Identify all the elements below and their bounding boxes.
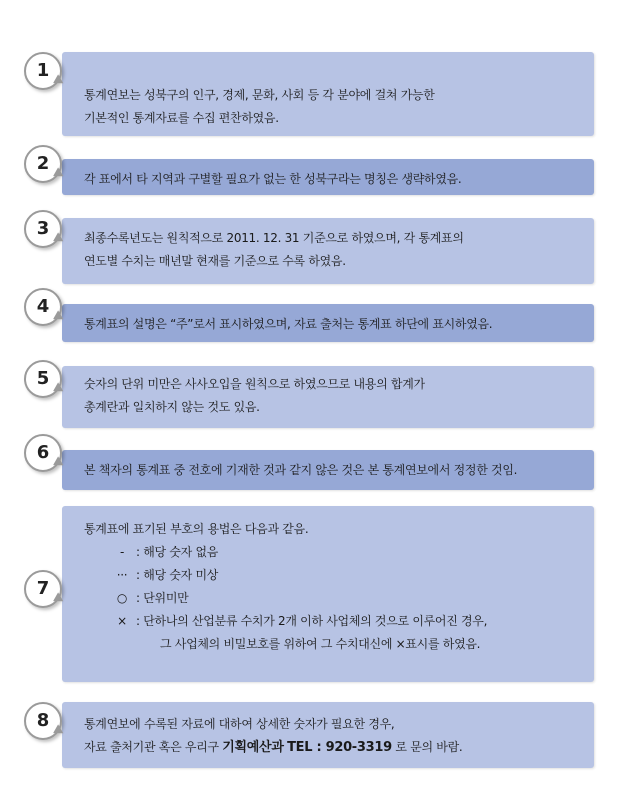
note-item-7: [24, 506, 594, 682]
number-badge: 2: [24, 145, 62, 183]
note-item-6: [24, 434, 594, 490]
symbol-row: ○ : 단위미만: [116, 591, 189, 605]
note-text: 각 표에서 타 지역과 구별할 필요가 없는 한 성북구라는 명칭은 생략하였음.: [84, 172, 462, 186]
number-badge: 3: [24, 210, 62, 248]
note-item-8: [24, 702, 594, 768]
note-text: 본 책자의 통계표 중 전호에 기재한 것과 같지 않은 것은 본 통계연보에서 정정한 것임.: [84, 463, 518, 477]
note-text: 최종수록년도는 원칙적으로 2011. 12. 31 기준으로 하였으며, 각 통계표의 연도별 수치는 매년말 현재를 기준으로 수록 하였음.: [84, 231, 464, 268]
note-item-3: [24, 210, 594, 284]
number-badge: 7: [24, 570, 62, 608]
note-text: 통계연보는 성북구의 인구, 경제, 문화, 사회 등 각 분야에 걸쳐 가능한 기본적인 통계자료를 수집 편찬하였음.: [84, 88, 435, 125]
note-item-2: [24, 145, 594, 195]
note-text: 통계표의 설명은 “주”로서 표시하였으며, 자료 출처는 통계표 하단에 표시하였음.: [84, 317, 493, 331]
number-badge: 1: [24, 52, 62, 90]
symbol-row: × : 단하나의 산업분류 수치가 2개 이하 사업체의 것으로 이루어진 경우,: [117, 614, 488, 628]
note-item-4: [24, 288, 594, 342]
number-badge: 6: [24, 434, 62, 472]
symbol-row: ··· : 해당 숫자 미상: [116, 568, 219, 582]
contact-line: 자료 출처기관 혹은 우리구 기획예산과 TEL : 920-3319 로 문의 바람.: [84, 740, 463, 755]
note-text: 통계표에 표기된 부호의 용법은 다음과 같음. - : 해당 숫자 없음 ··· : 해당 숫자 미상 ○ : 단위미만 × : 단하나의 산업분류 수치가 2개 이하 사업체의 것으로 이루어진 경우, 그 사업체의 비밀보호를 위하여 그 수치대신에 ×표시를 하였음.: [84, 518, 584, 656]
number-badge: 5: [24, 360, 62, 398]
number-badge: 4: [24, 288, 62, 326]
phone-number: TEL : 920-3319: [287, 740, 392, 755]
note-item-1: [24, 52, 594, 136]
symbol-row: - : 해당 숫자 없음: [119, 545, 219, 559]
note-item-5: [24, 360, 594, 428]
note-text: 통계연보에 수록된 자료에 대하여 상세한 숫자가 필요한 경우, 자료 출처기관 혹은 우리구 기획예산과 TEL : 920-3319 로 문의 바람.: [84, 713, 584, 759]
department-name: 기획예산과: [222, 740, 284, 755]
number-badge: 8: [24, 702, 62, 740]
note-text: 숫자의 단위 미만은 사사오입을 원칙으로 하였으므로 내용의 합계가 총계란과 일치하지 않는 것도 있음.: [84, 377, 425, 414]
